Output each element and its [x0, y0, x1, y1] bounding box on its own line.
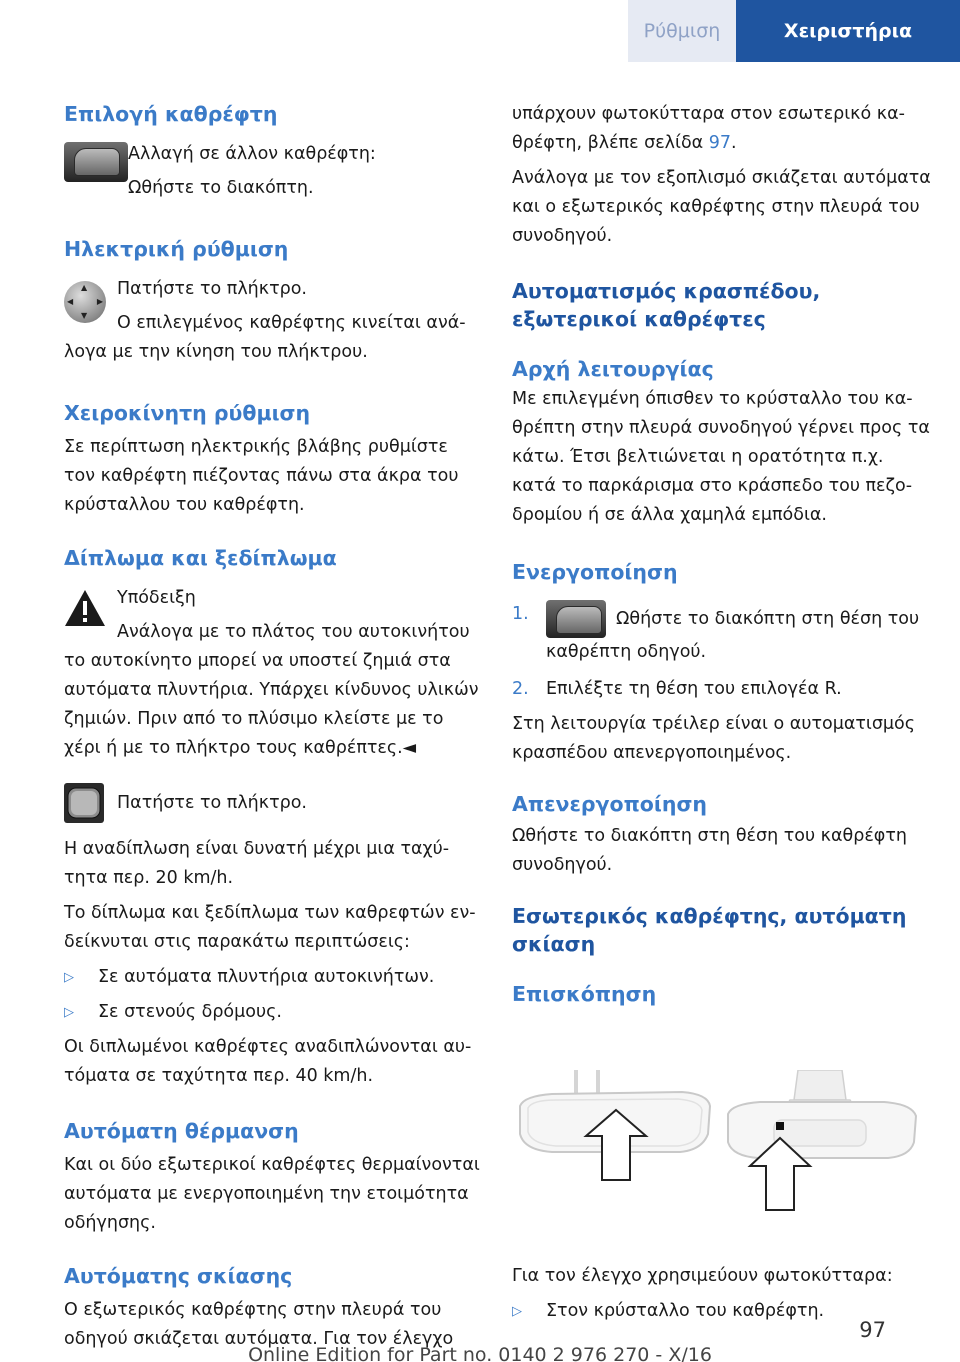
electric-line1: Πατήστε το πλήκτρο.	[117, 279, 307, 299]
fold-button-icon	[64, 783, 104, 827]
heading-heating: Αυτόματη θέρμανση	[64, 1119, 299, 1143]
page-header	[628, 0, 960, 62]
heading-folding: Δίπλωμα και ξεδίπλωμα	[64, 546, 337, 570]
overview-caption: Για τον έλεγχο χρησιμεύουν φωτοκύτταρα:	[512, 1266, 893, 1286]
passenger-dimming-text: Ανάλογα με τον εξοπλισμό σκιάζεται αυτόματα και ο εξωτερικός καθρέφτης στην πλευρά του συνοδηγού.	[512, 168, 931, 246]
mirror-adjust-button-icon: ▲ ▼ ◀ ▶	[64, 281, 106, 323]
warning-icon	[64, 588, 106, 632]
deactivation-text: Ωθήστε το διακόπτη στη θέση του καθρέφτη συνοδηγού.	[512, 826, 907, 875]
principle-text: Με επιλεγμένη όπισθεν το κρύσταλλο του καθρέπτη στην πλευρά συνοδηγού γέρνει προς τα κάτω. Έτσι βελτιώνεται η ορατότητα π.χ. κατά το παρκάρισμα στο κράσπεδο του πεζοδρομίου ή σε άλλα χαμηλά εμπόδια.	[512, 389, 930, 525]
mirror-select-row	[64, 140, 482, 203]
activation-steps	[512, 600, 932, 704]
heading-activation: Ενεργοποίηση	[512, 560, 678, 584]
heading-inner-mirror: Εσωτερικός καθρέφτης, αυτόματη σκίαση	[512, 904, 907, 956]
dimming-continued: υπάρχουν φωτοκύτταρα στον εσωτερικό καθρέφτη, βλέπε σελίδα 97.	[512, 104, 905, 153]
heading-principle: Αρχή λειτουργίας	[512, 357, 714, 381]
fold-cases-text: Το δίπλωμα και ξεδίπλωμα των καθρεφτών ενδείκνυται στις παρακάτω περιπτώσεις:	[64, 903, 476, 952]
heading-curb-function: Αυτοματισμός κρασπέδου, εξωτερικοί καθρέφτες	[512, 279, 821, 331]
auto-unfold-text: Οι διπλωμένοι καθρέφτες αναδιπλώνονται αυτόματα σε ταχύτητα περ. 40 km/h.	[64, 1037, 472, 1086]
mirror-switch-icon	[64, 142, 128, 182]
heating-text: Και οι δύο εξωτερικοί καθρέφτες θερμαίνονται αυτόματα με ενεργοποιημένη την ετοιμότητα οδήγησης.	[64, 1155, 480, 1233]
heading-mirror-select: Επιλογή καθρέφτη	[64, 102, 278, 126]
fold-press-text: Πατήστε το πλήκτρο.	[117, 793, 307, 813]
folding-note	[64, 584, 482, 763]
mirror-switch-icon	[546, 600, 606, 638]
note-label: Υπόδειξη	[117, 588, 196, 608]
fold-press-row	[64, 783, 482, 823]
list-item: ▷ Σε αυτόματα πλυντήρια αυτοκινήτων.	[64, 963, 482, 992]
heading-electric: Ηλεκτρική ρύθμιση	[64, 237, 289, 261]
list-item: ▷ Σε στενούς δρόμους.	[64, 998, 482, 1027]
tab-controls[interactable]: Χειριστήρια	[736, 0, 960, 62]
page-number: 97	[859, 1318, 886, 1342]
mirror-select-line2: Ωθήστε το διακόπτη.	[128, 178, 314, 198]
electric-line2: Ο επιλεγμένος καθρέφτης κινείται ανά-	[117, 313, 466, 333]
heading-overview: Επισκόπηση	[512, 982, 657, 1006]
tab-settings[interactable]: Ρύθμιση	[628, 0, 736, 62]
trailer-text: Στη λειτουργία τρέιλερ είναι ο αυτοματισμός κρασπέδου απενεργοποιημένος.	[512, 714, 916, 763]
dimming-text: Ο εξωτερικός καθρέφτης στην πλευρά του οδηγού σκιάζεται αυτόματα. Για τον έλεγχο	[64, 1300, 454, 1349]
mirror-select-line1: Αλλαγή σε άλλον καθρέφτη:	[128, 144, 376, 164]
electric-row	[64, 275, 482, 367]
list-item: 1. Ωθήστε το διακόπτη στη θέση του καθρέπτη οδηγού.	[512, 600, 932, 667]
edition-line: Online Edition for Part no. 0140 2 976 270 - X/16	[248, 1344, 712, 1362]
list-item: ▷ Στον κρύσταλλο του καθρέφτη.	[512, 1297, 932, 1326]
manual-text: Σε περίπτωση ηλεκτρικής βλάβης ρυθμίστε τον καθρέφτη πιέζοντας πάνω στα άκρα του κρύσταλλου του καθρέφτη.	[64, 437, 459, 515]
left-column	[64, 100, 482, 1354]
note-line: Ανάλογα με το πλάτος του αυτοκινήτου	[117, 622, 470, 642]
fold-cases-list	[64, 963, 482, 1027]
electric-line3: λογα με την κίνηση του πλήκτρου.	[64, 342, 368, 362]
heading-deactivation: Απενεργοποίηση	[512, 792, 708, 816]
note-rest: το αυτοκίνητο μπορεί να υποστεί ζημιά στα αυτόματα πλυντήρια. Υπάρχει κίνδυνος υλικών ζημιών. Πριν από το πλύσιμο κλείστε με το χέρι ή με το πλήκτρο τους καθρέπτες.◄	[64, 651, 479, 758]
heading-manual: Χειροκίνητη ρύθμιση	[64, 401, 311, 425]
inner-mirror-figure	[512, 1070, 932, 1240]
right-column	[512, 100, 932, 1326]
heading-dimming: Αυτόματης σκίασης	[64, 1264, 293, 1288]
fold-speed-text: Η αναδίπλωση είναι δυνατή μέχρι μια ταχύτητα περ. 20 km/h.	[64, 839, 450, 888]
list-item: 2. Επιλέξτε τη θέση του επιλογέα R.	[512, 679, 842, 699]
page-reference-link[interactable]: 97	[708, 133, 732, 153]
